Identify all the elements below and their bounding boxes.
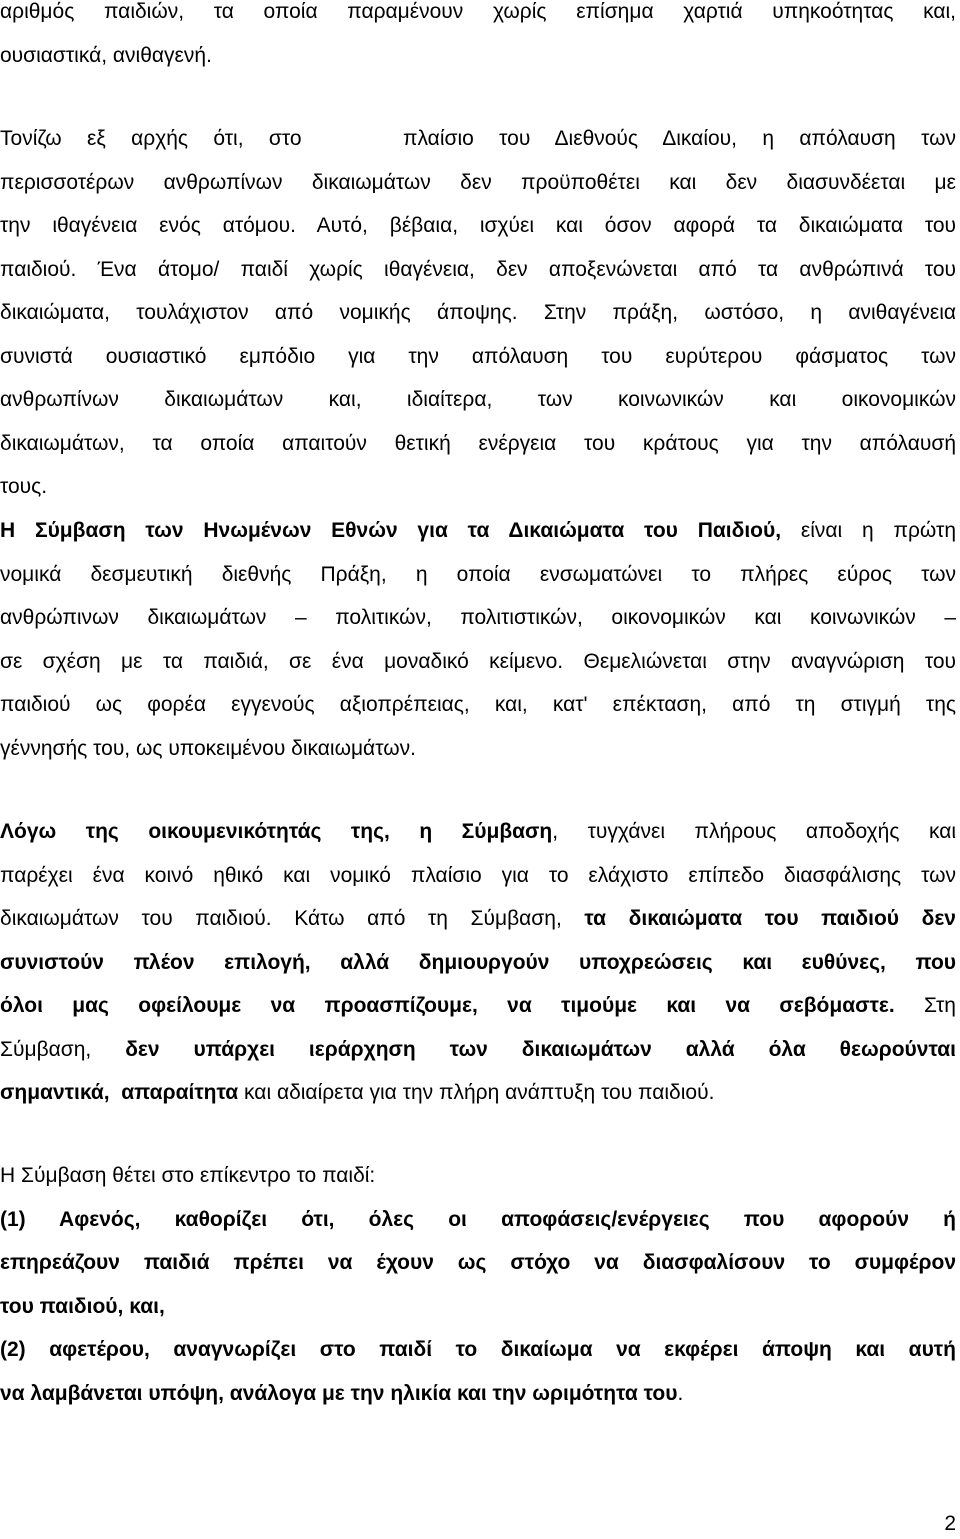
text-line: δικαιώματα, τουλάχιστον από νομικής άποψης. Στην πράξη, ωστόσο, η ανιθαγένεια	[0, 301, 956, 324]
text-line	[0, 1071, 956, 1115]
text-fragment-bold: δεν υπάρχει ιεράρχηση των δικαιωμάτων αλλά όλα θεωρούνται	[125, 1037, 956, 1061]
text-line: ανθρώπινων δικαιωμάτων – πολιτικών, πολιτιστικών, οικονομικών και κοινωνικών –	[0, 606, 956, 629]
text-line: αριθμός παιδιών, τα οποία παραμένουν χωρίς επίσημα χαρτιά υπηκοότητας και,	[0, 0, 956, 23]
text-line	[0, 1372, 956, 1416]
text-fragment: .	[677, 1381, 684, 1405]
text-fragment-bold: του παιδιού, και,	[0, 1294, 165, 1318]
text-line: γέννησής του, ως υποκειμένου δικαιωμάτων.	[0, 736, 416, 760]
paragraph-center	[0, 1154, 956, 1415]
text-line	[0, 1285, 956, 1329]
text-line	[0, 1028, 956, 1072]
text-line: ουσιαστικά, ανιθαγενή.	[0, 43, 212, 67]
text-line: σε σχέση με τα παιδιά, σε ένα μοναδικό κείμενο. Θεμελιώνεται στην αναγνώριση του	[0, 649, 956, 673]
text-fragment-bold: τα δικαιώματα του παιδιού δεν	[584, 907, 956, 930]
text-fragment-bold: όλοι μας οφείλουμε να προασπίζουμε, να τιμούμε και να σεβόμαστε.	[0, 994, 895, 1017]
text-line: περισσοτέρων ανθρωπίνων δικαιωμάτων δεν προϋποθέτει και δεν διασυνδέεται με	[0, 170, 956, 194]
text-fragment-bold: Λόγω της οικουμενικότητάς της, η Σύμβαση	[0, 820, 553, 843]
text-line	[0, 1198, 956, 1242]
text-line: Τονίζω εξ αρχής ότι, στο πλαίσιο του Διεθνούς Δικαίου, η απόλαυση των	[0, 127, 956, 150]
text-fragment: , τυγχάνει πλήρους αποδοχής και	[552, 820, 956, 843]
text-fragment: Σύμβαση,	[0, 1037, 126, 1061]
text-line: παιδιού ως φορέα εγγενούς αξιοπρέπειας, και, κατ' επέκταση, από τη στιγμή της	[0, 693, 956, 716]
text-line	[0, 810, 956, 854]
text-line	[0, 1328, 956, 1372]
text-line	[0, 1241, 956, 1285]
text-line: τους.	[0, 475, 48, 498]
page-number: 2	[944, 1512, 956, 1535]
text-line: δικαιωμάτων, τα οποία απαιτούν θετική ενέργεια του κράτους για την απόλαυσή	[0, 431, 956, 455]
text-fragment: είναι η πρώτη	[781, 519, 956, 542]
text-line: την ιθαγένεια ενός ατόμου. Αυτό, βέβαια, ισχύει και όσον αφορά τα δικαιώματα του	[0, 214, 956, 237]
paragraph-intro	[0, 0, 956, 77]
text-line: συνιστά ουσιαστικό εμπόδιο για την απόλαυση του ευρύτερου φάσματος των	[0, 344, 956, 368]
text-fragment-bold: συνιστούν πλέον επιλογή, αλλά δημιουργούν υποχρεώσεις και ευθύνες, που	[0, 950, 956, 974]
text-fragment-bold: απαραίτητα	[121, 1081, 239, 1104]
text-line	[0, 941, 956, 985]
text-fragment: Στη	[894, 994, 956, 1017]
paragraph-convention	[0, 509, 956, 770]
convention-title: Η Σύμβαση των Ηνωμένων Εθνών για τα Δικαιώματα του Παιδιού,	[0, 519, 782, 542]
text-fragment-bold: (2) αφετέρου, αναγνωρίζει στο παιδί το δικαίωμα να εκφέρει άποψη και αυτή	[0, 1338, 956, 1361]
text-line	[0, 984, 956, 1028]
paragraph-universality	[0, 810, 956, 1115]
text-line: παιδιού. Ένα άτομο/ παιδί χωρίς ιθαγένεια, δεν αποξενώνεται από τα ανθρώπινά του	[0, 257, 956, 281]
text-fragment-bold: (1) Αφενός, καθορίζει ότι, όλες οι αποφάσεις/ενέργειες που αφορούν ή	[0, 1207, 956, 1231]
text-line: Η Σύμβαση θέτει στο επίκεντρο το παιδί:	[0, 1164, 376, 1187]
text-line: νομικά δεσμευτική διεθνής Πράξη, η οποία ενσωματώνει το πλήρες εύρος των	[0, 562, 956, 586]
text-line	[0, 509, 956, 553]
text-fragment-bold: σημαντικά,	[0, 1081, 110, 1104]
text-line	[0, 897, 956, 941]
text-fragment: και αδιαίρετα για την πλήρη ανάπτυξη του παιδιού.	[238, 1081, 715, 1104]
text-fragment-bold: επηρεάζουν παιδιά πρέπει να έχουν ως στόχο να διασφαλίσουν το συμφέρον	[0, 1251, 956, 1274]
text-fragment: δικαιωμάτων του παιδιού. Κάτω από τη Σύμβαση,	[0, 907, 585, 930]
paragraph-nationality	[0, 117, 956, 509]
text-line: ανθρωπίνων δικαιωμάτων και, ιδιαίτερα, των κοινωνικών και οικονομικών	[0, 388, 956, 411]
text-fragment-bold: να λαμβάνεται υπόψη, ανάλογα με την ηλικία και την ωριμότητα του	[0, 1381, 678, 1405]
text-line: παρέχει ένα κοινό ηθικό και νομικό πλαίσιο για το ελάχιστο επίπεδο διασφάλισης των	[0, 863, 956, 887]
